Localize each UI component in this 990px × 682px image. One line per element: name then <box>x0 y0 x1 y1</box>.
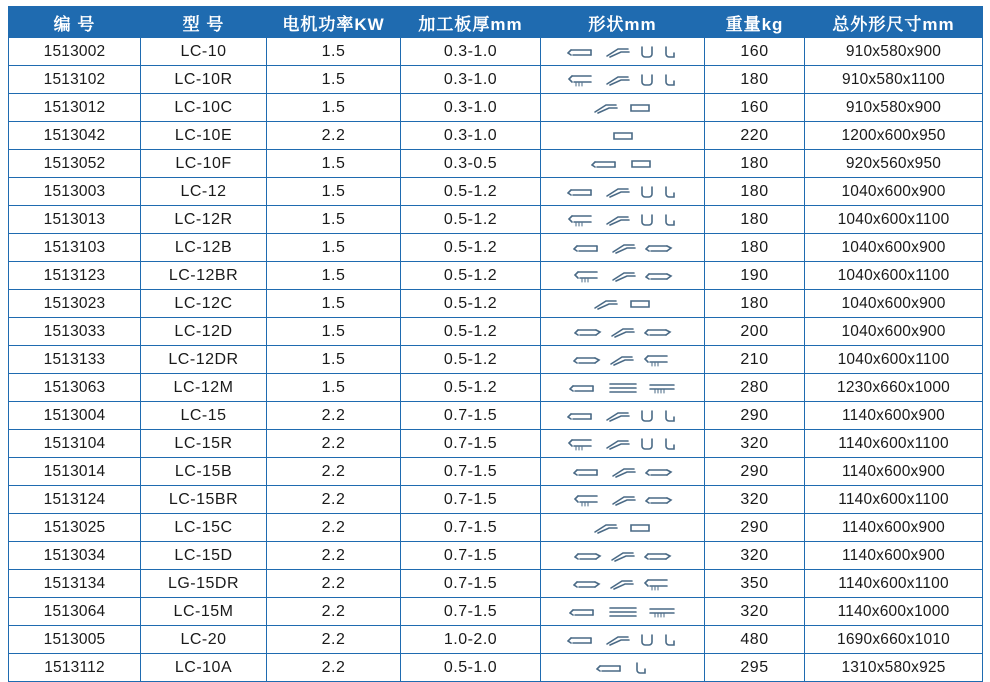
cell-motor-power: 1.5 <box>267 346 401 374</box>
table-row <box>9 430 983 458</box>
profile-shape-icon <box>627 521 653 535</box>
cell-code: 1513005 <box>9 626 141 654</box>
cell-weight: 320 <box>705 598 805 626</box>
cell-code: 1513112 <box>9 654 141 682</box>
cell-shape-icons <box>541 346 705 374</box>
profile-shape-icon <box>610 464 638 480</box>
profile-shape-icon <box>596 660 626 676</box>
profile-shape-icon <box>567 408 597 424</box>
cell-weight: 280 <box>705 374 805 402</box>
cell-code: 1513124 <box>9 486 141 514</box>
profile-shape-icon <box>574 548 602 564</box>
table-row <box>9 486 983 514</box>
table-row <box>9 290 983 318</box>
profile-shape-icon <box>644 548 672 564</box>
profile-shape-icon <box>645 240 673 256</box>
table-row <box>9 234 983 262</box>
table-row <box>9 374 983 402</box>
cell-shape-icons <box>541 570 705 598</box>
table-row <box>9 458 983 486</box>
cell-motor-power: 2.2 <box>267 402 401 430</box>
profile-shape-icon <box>645 492 673 508</box>
cell-overall-dimensions: 1040x600x900 <box>805 318 983 346</box>
cell-shape-icons <box>541 626 705 654</box>
cell-weight: 180 <box>705 178 805 206</box>
cell-model: LC-10F <box>141 150 267 178</box>
cell-shape-icons <box>541 430 705 458</box>
profile-shape-icon <box>604 72 632 88</box>
cell-plate-thickness: 0.5-1.2 <box>401 346 541 374</box>
profile-shape-icon <box>610 129 636 143</box>
cell-weight: 295 <box>705 654 805 682</box>
cell-overall-dimensions: 1140x600x900 <box>805 542 983 570</box>
cell-shape-icons <box>541 402 705 430</box>
cell-weight: 160 <box>705 94 805 122</box>
table-row <box>9 38 983 66</box>
cell-plate-thickness: 0.5-1.2 <box>401 234 541 262</box>
profile-shape-icon <box>610 240 638 256</box>
profile-shape-icon <box>608 576 636 592</box>
profile-shape-icon <box>573 576 601 592</box>
profile-shape-icon <box>604 44 632 60</box>
profile-shape-icon <box>609 548 637 564</box>
cell-overall-dimensions: 910x580x900 <box>805 38 983 66</box>
cell-code: 1513133 <box>9 346 141 374</box>
cell-code: 1513034 <box>9 542 141 570</box>
table-row <box>9 122 983 150</box>
cell-plate-thickness: 0.5-1.2 <box>401 262 541 290</box>
table-row <box>9 598 983 626</box>
profile-shape-icon <box>573 492 603 508</box>
cell-weight: 290 <box>705 514 805 542</box>
cell-motor-power: 2.2 <box>267 570 401 598</box>
cell-motor-power: 1.5 <box>267 262 401 290</box>
table-body <box>9 38 983 682</box>
cell-plate-thickness: 0.5-1.0 <box>401 654 541 682</box>
cell-overall-dimensions: 1310x580x925 <box>805 654 983 682</box>
cell-model: LC-12DR <box>141 346 267 374</box>
cell-weight: 290 <box>705 458 805 486</box>
cell-plate-thickness: 0.7-1.5 <box>401 514 541 542</box>
profile-shape-icon <box>567 72 597 88</box>
table-row <box>9 178 983 206</box>
cell-model: LG-15DR <box>141 570 267 598</box>
cell-model: LC-10 <box>141 38 267 66</box>
cell-weight: 290 <box>705 402 805 430</box>
cell-weight: 480 <box>705 626 805 654</box>
cell-overall-dimensions: 1140x600x1100 <box>805 430 983 458</box>
cell-overall-dimensions: 1040x600x1100 <box>805 262 983 290</box>
cell-model: LC-12M <box>141 374 267 402</box>
table-row <box>9 626 983 654</box>
profile-shape-icon <box>645 464 673 480</box>
cell-motor-power: 1.5 <box>267 290 401 318</box>
cell-weight: 320 <box>705 430 805 458</box>
profile-shape-icon <box>628 157 654 171</box>
profile-shape-icon <box>643 352 673 368</box>
profile-shape-icon <box>639 632 655 648</box>
cell-model: LC-12 <box>141 178 267 206</box>
profile-shape-icon <box>647 380 677 396</box>
cell-shape-icons <box>541 654 705 682</box>
cell-plate-thickness: 0.5-1.2 <box>401 318 541 346</box>
cell-plate-thickness: 0.7-1.5 <box>401 430 541 458</box>
cell-shape-icons <box>541 598 705 626</box>
cell-model: LC-15R <box>141 430 267 458</box>
cell-motor-power: 2.2 <box>267 458 401 486</box>
cell-overall-dimensions: 1140x600x900 <box>805 514 983 542</box>
cell-code: 1513033 <box>9 318 141 346</box>
cell-motor-power: 1.5 <box>267 374 401 402</box>
profile-shape-icon <box>645 268 673 284</box>
cell-overall-dimensions: 1140x600x900 <box>805 458 983 486</box>
cell-shape-icons <box>541 178 705 206</box>
profile-shape-icon <box>644 324 672 340</box>
cell-code: 1513012 <box>9 94 141 122</box>
profile-shape-icon <box>567 44 597 60</box>
cell-motor-power: 1.5 <box>267 178 401 206</box>
cell-shape-icons <box>541 122 705 150</box>
cell-plate-thickness: 0.7-1.5 <box>401 402 541 430</box>
table-row <box>9 570 983 598</box>
cell-code: 1513104 <box>9 430 141 458</box>
cell-shape-icons <box>541 290 705 318</box>
cell-motor-power: 1.5 <box>267 38 401 66</box>
cell-code: 1513052 <box>9 150 141 178</box>
cell-motor-power: 2.2 <box>267 486 401 514</box>
profile-shape-icon <box>592 296 620 312</box>
table-row <box>9 346 983 374</box>
table-row <box>9 514 983 542</box>
cell-model: LC-20 <box>141 626 267 654</box>
profile-shape-icon <box>604 408 632 424</box>
cell-motor-power: 1.5 <box>267 206 401 234</box>
cell-code: 1513023 <box>9 290 141 318</box>
cell-weight: 320 <box>705 486 805 514</box>
cell-weight: 200 <box>705 318 805 346</box>
profile-shape-icon <box>606 604 640 620</box>
cell-overall-dimensions: 1040x600x900 <box>805 290 983 318</box>
cell-weight: 180 <box>705 206 805 234</box>
cell-shape-icons <box>541 542 705 570</box>
table-row <box>9 654 983 682</box>
cell-code: 1513013 <box>9 206 141 234</box>
cell-model: LC-10R <box>141 66 267 94</box>
cell-model: LC-12R <box>141 206 267 234</box>
profile-shape-icon <box>567 632 597 648</box>
cell-model: LC-12D <box>141 318 267 346</box>
profile-shape-icon <box>639 408 655 424</box>
profile-shape-icon <box>662 436 678 452</box>
cell-overall-dimensions: 910x580x900 <box>805 94 983 122</box>
profile-shape-icon <box>639 436 655 452</box>
cell-code: 1513134 <box>9 570 141 598</box>
profile-shape-icon <box>610 492 638 508</box>
cell-overall-dimensions: 1040x600x1100 <box>805 206 983 234</box>
cell-overall-dimensions: 920x560x950 <box>805 150 983 178</box>
cell-code: 1513042 <box>9 122 141 150</box>
table-header-row <box>9 7 983 38</box>
cell-plate-thickness: 0.3-1.0 <box>401 94 541 122</box>
table-row <box>9 66 983 94</box>
table-row <box>9 318 983 346</box>
cell-code: 1513123 <box>9 262 141 290</box>
table-row <box>9 402 983 430</box>
cell-overall-dimensions: 1040x600x900 <box>805 234 983 262</box>
profile-shape-icon <box>606 380 640 396</box>
cell-shape-icons <box>541 150 705 178</box>
cell-plate-thickness: 0.5-1.2 <box>401 374 541 402</box>
profile-shape-icon <box>633 660 649 676</box>
cell-model: LC-15D <box>141 542 267 570</box>
column-header-overall-dimensions: 总外形尺寸mm <box>805 7 983 38</box>
cell-model: LC-12BR <box>141 262 267 290</box>
profile-shape-icon <box>592 520 620 536</box>
cell-shape-icons <box>541 374 705 402</box>
cell-motor-power: 2.2 <box>267 542 401 570</box>
cell-model: LC-15C <box>141 514 267 542</box>
cell-plate-thickness: 0.5-1.2 <box>401 178 541 206</box>
cell-plate-thickness: 0.7-1.5 <box>401 486 541 514</box>
cell-code: 1513025 <box>9 514 141 542</box>
cell-model: LC-15B <box>141 458 267 486</box>
cell-shape-icons <box>541 262 705 290</box>
profile-shape-icon <box>639 44 655 60</box>
cell-shape-icons <box>541 486 705 514</box>
cell-weight: 160 <box>705 38 805 66</box>
cell-overall-dimensions: 1140x600x900 <box>805 402 983 430</box>
cell-motor-power: 2.2 <box>267 122 401 150</box>
cell-motor-power: 2.2 <box>267 626 401 654</box>
profile-shape-icon <box>573 352 601 368</box>
cell-model: LC-15M <box>141 598 267 626</box>
profile-shape-icon <box>592 100 620 116</box>
profile-shape-icon <box>591 156 621 172</box>
profile-shape-icon <box>662 72 678 88</box>
column-header-code: 编 号 <box>9 7 141 38</box>
cell-model: LC-10A <box>141 654 267 682</box>
table-header <box>9 7 983 38</box>
cell-weight: 320 <box>705 542 805 570</box>
cell-overall-dimensions: 1230x660x1000 <box>805 374 983 402</box>
profile-shape-icon <box>567 212 597 228</box>
cell-code: 1513014 <box>9 458 141 486</box>
profile-shape-icon <box>627 101 653 115</box>
product-spec-table <box>8 6 983 682</box>
cell-plate-thickness: 0.5-1.2 <box>401 290 541 318</box>
profile-shape-icon <box>639 212 655 228</box>
cell-plate-thickness: 0.7-1.5 <box>401 598 541 626</box>
profile-shape-icon <box>609 324 637 340</box>
profile-shape-icon <box>604 436 632 452</box>
column-header-weight: 重量kg <box>705 7 805 38</box>
profile-shape-icon <box>662 408 678 424</box>
cell-overall-dimensions: 910x580x1100 <box>805 66 983 94</box>
profile-shape-icon <box>604 632 632 648</box>
cell-overall-dimensions: 1140x600x1000 <box>805 598 983 626</box>
profile-shape-icon <box>662 212 678 228</box>
profile-shape-icon <box>627 297 653 311</box>
cell-plate-thickness: 0.7-1.5 <box>401 570 541 598</box>
cell-code: 1513002 <box>9 38 141 66</box>
profile-shape-icon <box>604 212 632 228</box>
cell-overall-dimensions: 1140x600x1100 <box>805 486 983 514</box>
cell-overall-dimensions: 1040x600x900 <box>805 178 983 206</box>
table-row <box>9 206 983 234</box>
cell-shape-icons <box>541 206 705 234</box>
cell-model: LC-12B <box>141 234 267 262</box>
cell-code: 1513064 <box>9 598 141 626</box>
table-row <box>9 542 983 570</box>
cell-motor-power: 2.2 <box>267 514 401 542</box>
profile-shape-icon <box>662 632 678 648</box>
cell-motor-power: 2.2 <box>267 598 401 626</box>
cell-shape-icons <box>541 234 705 262</box>
profile-shape-icon <box>574 324 602 340</box>
column-header-motor-power: 电机功率KW <box>267 7 401 38</box>
profile-shape-icon <box>639 72 655 88</box>
cell-model: LC-10C <box>141 94 267 122</box>
column-header-shape: 形状mm <box>541 7 705 38</box>
cell-overall-dimensions: 1140x600x1100 <box>805 570 983 598</box>
table-row <box>9 150 983 178</box>
cell-weight: 210 <box>705 346 805 374</box>
cell-plate-thickness: 0.3-0.5 <box>401 150 541 178</box>
profile-shape-icon <box>610 268 638 284</box>
cell-motor-power: 2.2 <box>267 430 401 458</box>
profile-shape-icon <box>567 436 597 452</box>
column-header-model: 型 号 <box>141 7 267 38</box>
profile-shape-icon <box>608 352 636 368</box>
cell-weight: 220 <box>705 122 805 150</box>
cell-weight: 180 <box>705 234 805 262</box>
cell-code: 1513063 <box>9 374 141 402</box>
cell-model: LC-10E <box>141 122 267 150</box>
cell-shape-icons <box>541 514 705 542</box>
profile-shape-icon <box>567 184 597 200</box>
cell-plate-thickness: 0.7-1.5 <box>401 458 541 486</box>
column-header-plate-thickness: 加工板厚mm <box>401 7 541 38</box>
cell-model: LC-12C <box>141 290 267 318</box>
cell-code: 1513102 <box>9 66 141 94</box>
cell-motor-power: 1.5 <box>267 66 401 94</box>
cell-plate-thickness: 0.3-1.0 <box>401 66 541 94</box>
profile-shape-icon <box>643 576 673 592</box>
profile-shape-icon <box>662 184 678 200</box>
table-row <box>9 94 983 122</box>
cell-shape-icons <box>541 458 705 486</box>
profile-shape-icon <box>662 44 678 60</box>
profile-shape-icon <box>573 240 603 256</box>
profile-shape-icon <box>604 184 632 200</box>
cell-plate-thickness: 0.3-1.0 <box>401 122 541 150</box>
cell-code: 1513004 <box>9 402 141 430</box>
cell-shape-icons <box>541 318 705 346</box>
cell-motor-power: 1.5 <box>267 318 401 346</box>
cell-overall-dimensions: 1200x600x950 <box>805 122 983 150</box>
cell-plate-thickness: 0.3-1.0 <box>401 38 541 66</box>
profile-shape-icon <box>573 464 603 480</box>
profile-shape-icon <box>573 268 603 284</box>
cell-weight: 190 <box>705 262 805 290</box>
table-row <box>9 262 983 290</box>
cell-overall-dimensions: 1040x600x1100 <box>805 346 983 374</box>
cell-code: 1513103 <box>9 234 141 262</box>
cell-overall-dimensions: 1690x660x1010 <box>805 626 983 654</box>
profile-shape-icon <box>639 184 655 200</box>
cell-code: 1513003 <box>9 178 141 206</box>
profile-shape-icon <box>569 604 599 620</box>
profile-shape-icon <box>569 380 599 396</box>
cell-plate-thickness: 1.0-2.0 <box>401 626 541 654</box>
cell-plate-thickness: 0.5-1.2 <box>401 206 541 234</box>
cell-motor-power: 1.5 <box>267 234 401 262</box>
cell-shape-icons <box>541 94 705 122</box>
cell-weight: 350 <box>705 570 805 598</box>
cell-weight: 180 <box>705 66 805 94</box>
cell-motor-power: 1.5 <box>267 94 401 122</box>
profile-shape-icon <box>647 604 677 620</box>
cell-weight: 180 <box>705 290 805 318</box>
cell-plate-thickness: 0.7-1.5 <box>401 542 541 570</box>
cell-motor-power: 2.2 <box>267 654 401 682</box>
cell-weight: 180 <box>705 150 805 178</box>
cell-shape-icons <box>541 38 705 66</box>
cell-model: LC-15 <box>141 402 267 430</box>
cell-motor-power: 1.5 <box>267 150 401 178</box>
cell-shape-icons <box>541 66 705 94</box>
cell-model: LC-15BR <box>141 486 267 514</box>
